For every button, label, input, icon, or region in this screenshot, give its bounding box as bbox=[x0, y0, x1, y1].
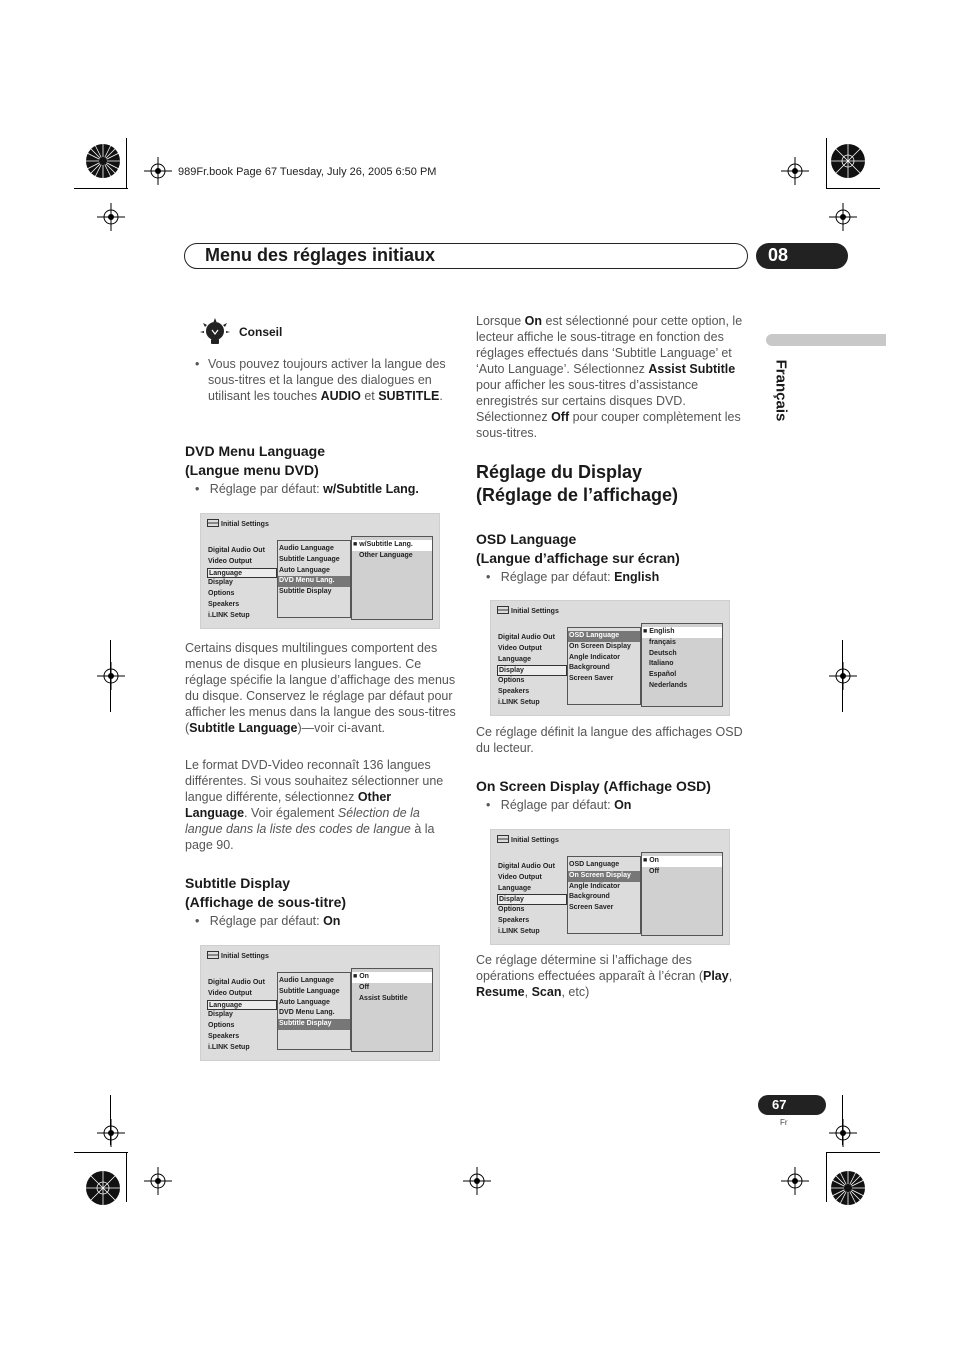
registration-mark-icon bbox=[97, 1119, 125, 1147]
page-title: Menu des réglages initiaux bbox=[205, 245, 436, 265]
subtitle-display-paragraph: Lorsque On est sélectionné pour cette option, le lecteur affiche le sous-titrage en fonction des réglages effectués dans ‘Subtitle Language’ et ‘Auto Language’. Sélectionnez Assist Subtitle pour afficher les sous-titres d’assistance enregistrés sur certains disques DVD. Sélectionnez Off pour couper complètement les sous-titres. bbox=[476, 314, 743, 440]
dvd-menu-language-heading: DVD Menu Language (Langue menu DVD) bbox=[185, 443, 326, 478]
registration-mark-icon bbox=[781, 1167, 809, 1195]
dvd-menu-paragraph-2: Le format DVD-Video reconnaît 136 langues différentes. Si vous souhaitez sélectionner une langue différente, sélectionnez Other Language. Voir également Sélection de la langue dans la liste des codes de langue à la page 90. bbox=[185, 758, 444, 852]
chapter-number-badge bbox=[756, 243, 848, 269]
osd-language-paragraph: Ce réglage définit la langue des affichages OSD du lecteur. bbox=[476, 725, 743, 755]
screen-title: Initial Settings bbox=[221, 953, 269, 960]
language-submenu: Audio Language Subtitle Language Auto Language DVD Menu Lang. Subtitle Display bbox=[277, 540, 351, 618]
screen-title: Initial Settings bbox=[221, 521, 269, 528]
settings-screen-osd-language bbox=[490, 600, 730, 716]
starburst-mark-icon bbox=[85, 143, 121, 179]
option-list: ■ On Off Assist Subtitle bbox=[351, 968, 433, 1052]
starburst-mark-icon bbox=[830, 143, 866, 179]
registration-mark-icon bbox=[144, 1167, 172, 1195]
registration-mark-icon bbox=[829, 662, 857, 690]
settings-disc-icon bbox=[207, 951, 219, 959]
display-submenu: OSD Language On Screen Display Angle Indicator Background Screen Saver bbox=[567, 627, 641, 705]
screen-title: Initial Settings bbox=[511, 837, 559, 844]
on-screen-display-paragraph: Ce réglage détermine si l’affichage des opérations effectuées apparaît à l’écran (Play, Resume, Scan, etc) bbox=[476, 953, 733, 999]
display-section-heading: Réglage du Display (Réglage de l’affichage) bbox=[476, 462, 679, 505]
language-submenu: Audio Language Subtitle Language Auto Language DVD Menu Lang. Subtitle Display bbox=[277, 972, 351, 1050]
registration-mark-icon bbox=[781, 157, 809, 185]
page-language-code: Fr bbox=[780, 1118, 788, 1127]
dvd-menu-default: • Réglage par défaut: w/Subtitle Lang. bbox=[195, 482, 419, 496]
page-number: 67 bbox=[772, 1097, 787, 1112]
settings-screen-subtitle-display bbox=[200, 945, 440, 1061]
display-submenu: OSD Language On Screen Display Angle Indicator Background Screen Saver bbox=[567, 856, 641, 934]
option-list: ■ On Off bbox=[641, 852, 723, 936]
osd-language-default: • Réglage par défaut: English bbox=[486, 570, 660, 584]
registration-mark-icon bbox=[97, 662, 125, 690]
page-number-badge bbox=[758, 1095, 826, 1115]
language-sidebar bbox=[772, 354, 798, 434]
settings-disc-icon bbox=[207, 519, 219, 527]
main-menu: Digital Audio Out Video Output Language Display Options Speakers i.LINK Setup bbox=[497, 862, 567, 938]
settings-disc-icon bbox=[497, 606, 509, 614]
registration-mark-icon bbox=[463, 1167, 491, 1195]
chapter-header bbox=[184, 243, 748, 269]
starburst-mark-icon bbox=[830, 1170, 866, 1206]
starburst-mark-icon bbox=[85, 1170, 121, 1206]
book-info-line: 989Fr.book Page 67 Tuesday, July 26, 2005 6:50 PM bbox=[178, 166, 437, 178]
chapter-number: 08 bbox=[768, 245, 789, 265]
lightbulb-tip-icon bbox=[200, 318, 230, 346]
settings-disc-icon bbox=[497, 835, 509, 843]
osd-language-heading: OSD Language (Langue d’affichage sur écran) bbox=[476, 531, 680, 566]
main-menu: Digital Audio Out Video Output Language Display Options Speakers i.LINK Setup bbox=[497, 633, 567, 709]
main-menu: Digital Audio Out Video Output Language Display Options Speakers i.LINK Setup bbox=[207, 546, 277, 622]
registration-mark-icon bbox=[97, 203, 125, 231]
registration-mark-icon bbox=[829, 1119, 857, 1147]
subtitle-display-heading: Subtitle Display (Affichage de sous-titre) bbox=[185, 875, 347, 910]
registration-mark-icon bbox=[144, 157, 172, 185]
language-tab bbox=[766, 334, 886, 346]
option-list: ■ English français Deutsch Italiano Español Nederlands bbox=[641, 623, 723, 707]
registration-mark-icon bbox=[829, 203, 857, 231]
settings-screen-dvd-menu bbox=[200, 513, 440, 629]
tip-label: Conseil bbox=[239, 325, 283, 339]
option-list: ■ w/Subtitle Lang. Other Language bbox=[351, 536, 433, 620]
on-screen-display-heading: On Screen Display (Affichage OSD) bbox=[476, 778, 711, 794]
dvd-menu-paragraph-1: Certains disques multilingues comportent des menus de disque en plusieurs langues. Ce réglage spécifie la langue d’affichage des menus du disque. Conservez le réglage par défaut pour afficher les menus dans la langue des sous-titres (Subtitle Language)—voir ci-avant. bbox=[185, 641, 456, 735]
settings-screen-on-screen-display bbox=[490, 829, 730, 945]
on-screen-display-default: • Réglage par défaut: On bbox=[486, 798, 632, 812]
subtitle-display-default: • Réglage par défaut: On bbox=[195, 914, 341, 928]
tip-text: • Vous pouvez toujours activer la langue des sous-titres et la langue des dialogues en utilisant les touches AUDIO et SUBTITLE. bbox=[195, 357, 446, 403]
main-menu: Digital Audio Out Video Output Language Display Options Speakers i.LINK Setup bbox=[207, 978, 277, 1054]
screen-title: Initial Settings bbox=[511, 608, 559, 615]
language-label: Français bbox=[772, 359, 790, 422]
